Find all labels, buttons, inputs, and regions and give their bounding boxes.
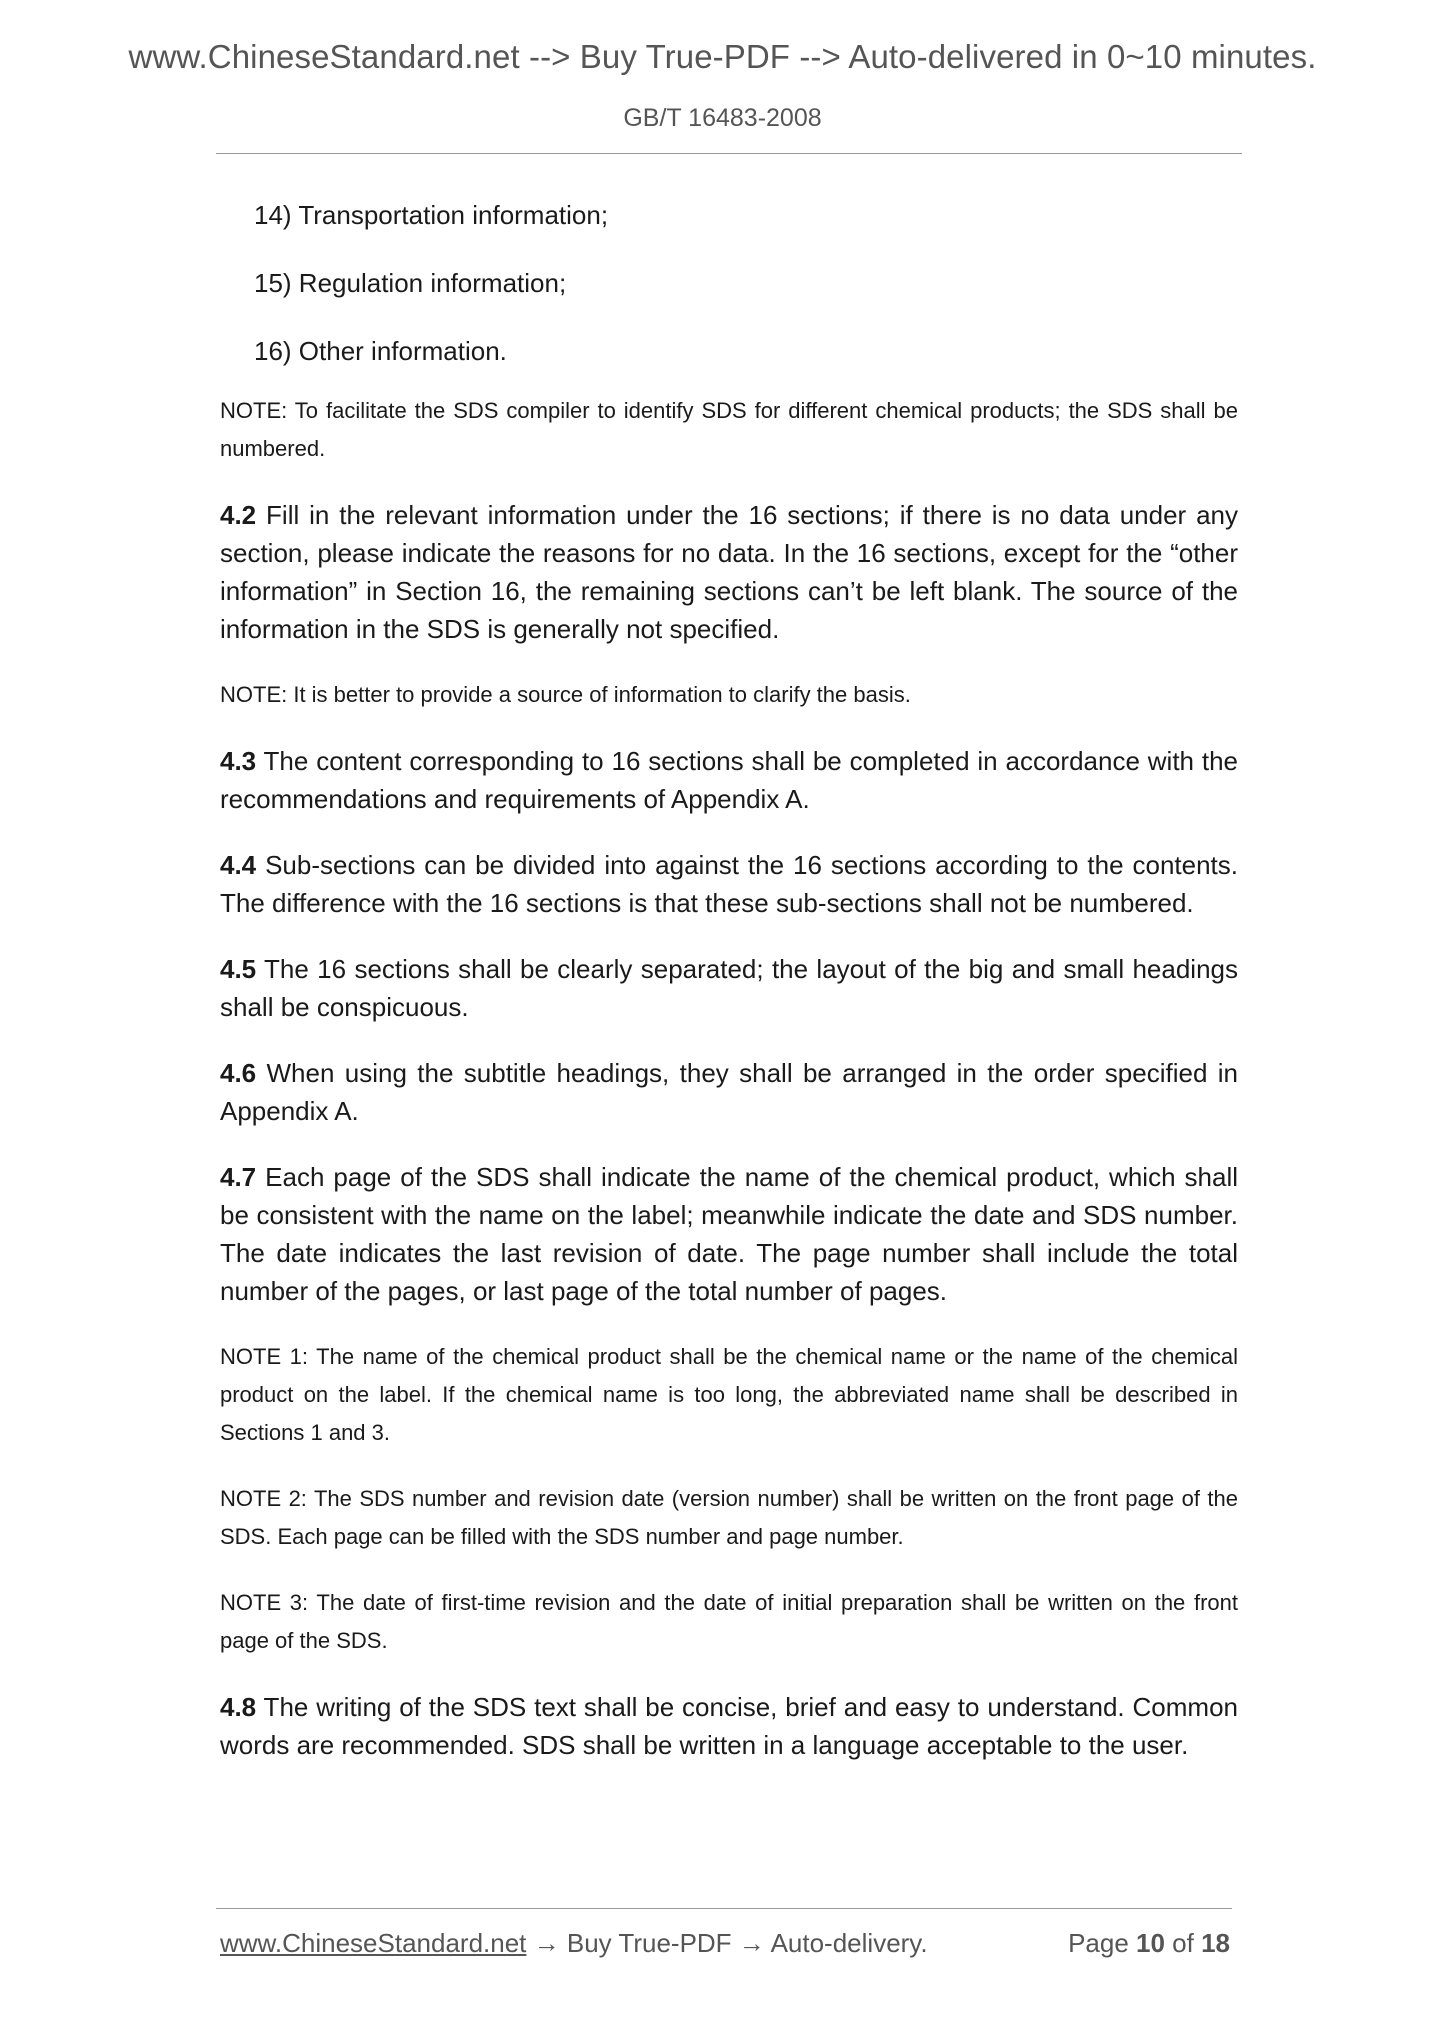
clause-4-2 bbox=[220, 496, 1238, 648]
clause-4-4 bbox=[220, 846, 1238, 922]
clause-number: 4.8 bbox=[220, 1692, 257, 1722]
clause-number: 4.2 bbox=[220, 500, 257, 530]
clause-text: The 16 sections shall be clearly separated; the layout of the big and small headings shall be conspicuous. bbox=[220, 954, 1238, 1022]
clause-text: Each page of the SDS shall indicate the name of the chemical product, which shall be consistent with the name on the label; meanwhile indicate the date and SDS number. The date indicates the last revision of date. The page number shall include the total number of the pages, or last page of the total number of pages. bbox=[220, 1162, 1238, 1306]
page-label: Page bbox=[1068, 1928, 1137, 1958]
footer-divider bbox=[216, 1908, 1232, 1909]
clause-number: 4.4 bbox=[220, 850, 257, 880]
page-total: 18 bbox=[1201, 1928, 1230, 1958]
list-item: 14) Transportation information; bbox=[254, 200, 609, 230]
page-body bbox=[220, 196, 1238, 1792]
of-label: of bbox=[1164, 1928, 1202, 1958]
document-code: GB/T 16483-2008 bbox=[623, 104, 822, 132]
clause-number: 4.3 bbox=[220, 746, 257, 776]
clause-number: 4.6 bbox=[220, 1058, 257, 1088]
clause-text: The writing of the SDS text shall be concise, brief and easy to understand. Common words are recommended. SDS shall be written in a language acceptable to the user. bbox=[220, 1692, 1238, 1760]
footer-site-link[interactable]: www.ChineseStandard.net bbox=[220, 1928, 527, 1958]
note-4-7-1: NOTE 1: The name of the chemical product shall be the chemical name or the name of the chemical product on the label. If the chemical name is too long, the abbreviated name shall be described in Sections 1 and 3. bbox=[220, 1344, 1238, 1445]
page-footer bbox=[220, 1928, 1230, 1968]
page-number bbox=[1068, 1928, 1230, 1959]
clause-4-8 bbox=[220, 1688, 1238, 1764]
clause-text: When using the subtitle headings, they shall be arranged in the order specified in Appendix A. bbox=[220, 1058, 1238, 1126]
clause-number: 4.5 bbox=[220, 954, 257, 984]
list-item: 16) Other information. bbox=[254, 336, 507, 366]
footer-promo bbox=[220, 1928, 928, 1959]
clause-4-6 bbox=[220, 1054, 1238, 1130]
clause-number: 4.7 bbox=[220, 1162, 257, 1192]
site-banner: www.ChineseStandard.net --> Buy True-PDF --> Auto-delivered in 0~10 minutes. bbox=[128, 38, 1317, 75]
page-current: 10 bbox=[1136, 1928, 1165, 1958]
clause-4-5 bbox=[220, 950, 1238, 1026]
note-4-7-2: NOTE 2: The SDS number and revision date (version number) shall be written on the front page of the SDS. Each page can be filled with the SDS number and page number. bbox=[220, 1486, 1238, 1549]
note-4-2: NOTE: It is better to provide a source of information to clarify the basis. bbox=[220, 682, 911, 707]
clause-text: Fill in the relevant information under the 16 sections; if there is no data under any section, please indicate the reasons for no data. In the 16 sections, except for the “other information” in Section 16, the remaining sections can’t be left blank. The source of the information in the SDS is generally not specified. bbox=[220, 500, 1238, 644]
clause-text: The content corresponding to 16 sections shall be completed in accordance with the recommendations and requirements of Appendix A. bbox=[220, 746, 1238, 814]
clause-text: Sub-sections can be divided into against the 16 sections according to the contents. The difference with the 16 sections is that these sub-sections shall not be numbered. bbox=[220, 850, 1238, 918]
footer-promo-text: → Buy True-PDF → Auto-delivery. bbox=[526, 1928, 928, 1958]
note-4-7-3: NOTE 3: The date of first-time revision and the date of initial preparation shall be written on the front page of the SDS. bbox=[220, 1590, 1238, 1653]
clause-4-7 bbox=[220, 1158, 1238, 1310]
header-divider bbox=[216, 153, 1242, 154]
list-item: 15) Regulation information; bbox=[254, 268, 567, 298]
note-numbering: NOTE: To facilitate the SDS compiler to identify SDS for different chemical products; the SDS shall be numbered. bbox=[220, 398, 1238, 461]
clause-4-3 bbox=[220, 742, 1238, 818]
